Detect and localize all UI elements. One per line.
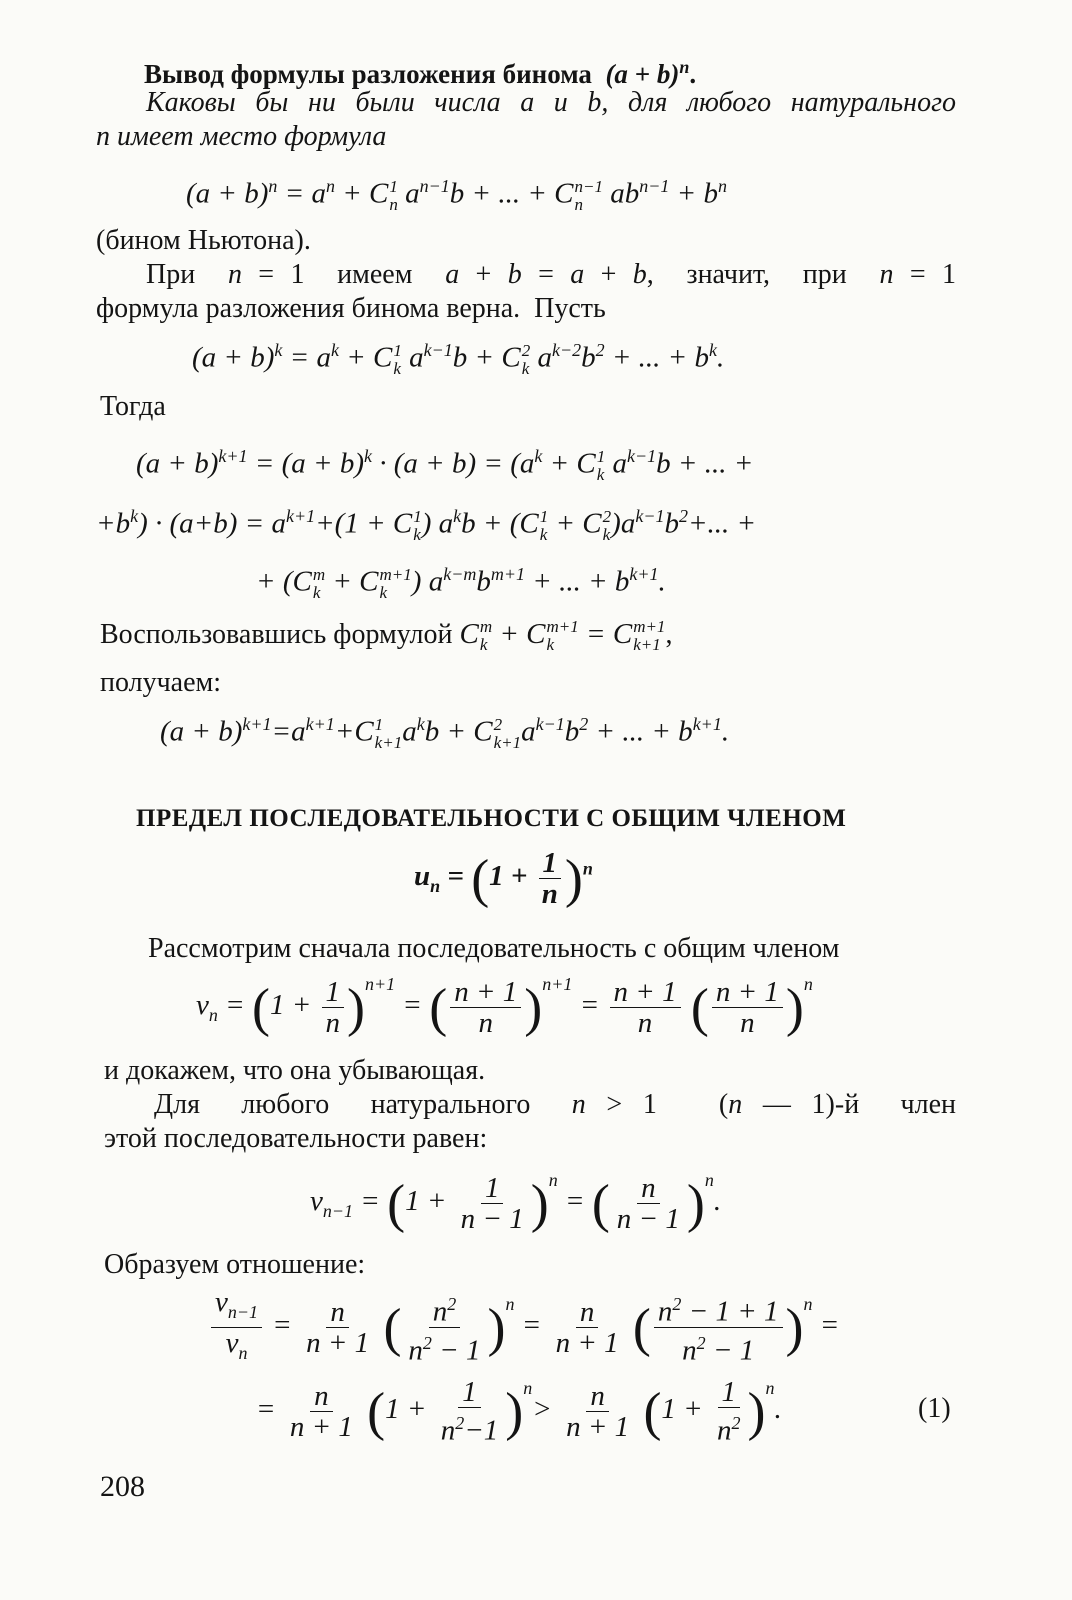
base-case-text: При n = 1 имеем a + b = a + b, значит, при n = 1 формула разложения бинома верна. Пусть — [96, 259, 957, 324]
vn-formula: $v_n = (1$ + $\frac{1}{n}$ )$^{n+1}$ = ( $\frac{n + 1}{n}$ )$^{n+1}$ = $\frac{n + 1}{n}$ ( $\frac{n + 1}{n}$ )$^n$ — [196, 974, 813, 1039]
using-formula: Воспользовавшись формулой C m k + C m+1 k = C m+1 k+1 , — [100, 617, 673, 655]
ratio-text: Образуем отношение: — [104, 1249, 366, 1280]
binomial-theorem: Каковы бы ни были числа a и b, для любого натурального n имеет место формула — [96, 87, 956, 152]
equation-number: (1) — [918, 1393, 951, 1424]
prev-term-formula: $v_{n-1} = (1$ + $\frac{1}{n - 1}$ )$^n$ = ( $\frac{n}{n - 1}$ )$^n$. — [310, 1170, 722, 1235]
formula-note: (бином Ньютона). — [96, 225, 311, 256]
ratio-line-1: $\frac{v_{n-1}}{v_n}$ = $\frac{n}{n + 1}$ ( $\frac{n^2}{n^2 - 1}$ )$^n$ = $\frac{n}{n + 1}$ ( $\frac{n^2 - 1 + 1}{n^2 - 1}$ )$^n$ = — [208, 1284, 839, 1368]
limit-heading: ПРЕДЕЛ ПОСЛЕДОВАТЕЛЬНОСТИ С ОБЩИМ ЧЛЕНОМ — [136, 805, 847, 832]
binomial-heading-text: Вывод формулы разложения бинома $(a + b)^n$. — [144, 57, 697, 89]
binomial-heading — [144, 50, 696, 91]
induction-hypothesis: $(a + b)^k = a^k + C$ 1 k $a^{k-1}b + C$ 2 k $a^{k-2}b^2$ + ... + $b^k$. — [192, 340, 725, 378]
binomial-formula: $(a + b)^n = a^n + C$ 1 n $a^{n-1}b$ + ... + C n−1 n $ab^{n-1} + b^n$ — [186, 176, 727, 214]
prove-decreasing-text: и докажем, что она убывающая. — [104, 1055, 486, 1086]
ratio-line-2: = $\frac{n}{n + 1}$ (1 + $\frac{1}{n^2-1}$ )$^n$> $\frac{n}{n + 1}$ (1 + $\frac{1}{n^2}$ )$^n$. — [256, 1376, 782, 1447]
consider-text: Рассмотрим сначала последовательность с общим членом — [148, 933, 840, 964]
step-line-2: $+b^k) \cdot (a+b) = a^{k+1}+(1 + C$ 1 k ) $a^kb + (C$ 1 k + C 2 k )$a^{k-1}b^2+$... + — [96, 506, 757, 544]
general-term-formula: $u_n = (1$ + $\frac{1}{n}$ )$^n$ — [414, 847, 593, 910]
step-line-3: + (C m k + C m+1 k ) $a^{k-m}b^{m+1}$ + ... + $b^{k+1}$. — [256, 564, 666, 602]
we-get: получаем: — [100, 667, 222, 698]
page-number: 208 — [100, 1470, 145, 1503]
step-line-1: $(a + b)^{k+1} = (a + b)^k \cdot (a + b) = (a^k + C$ 1 k $a^{k-1}b$ + ... + — [136, 446, 754, 484]
binomial-result: $(a + b)^{k+1}=a^{k+1}+C$ 1 k+1 $a^kb + C$ 2 k+1 $a^{k-1}b^2$ + ... + $b^{k+1}$. — [160, 714, 730, 752]
prev-term-text: Для любого натурального n > 1 (n — 1)-й член этой последовательности равен: — [104, 1089, 956, 1154]
then-word: Тогда — [100, 391, 166, 422]
